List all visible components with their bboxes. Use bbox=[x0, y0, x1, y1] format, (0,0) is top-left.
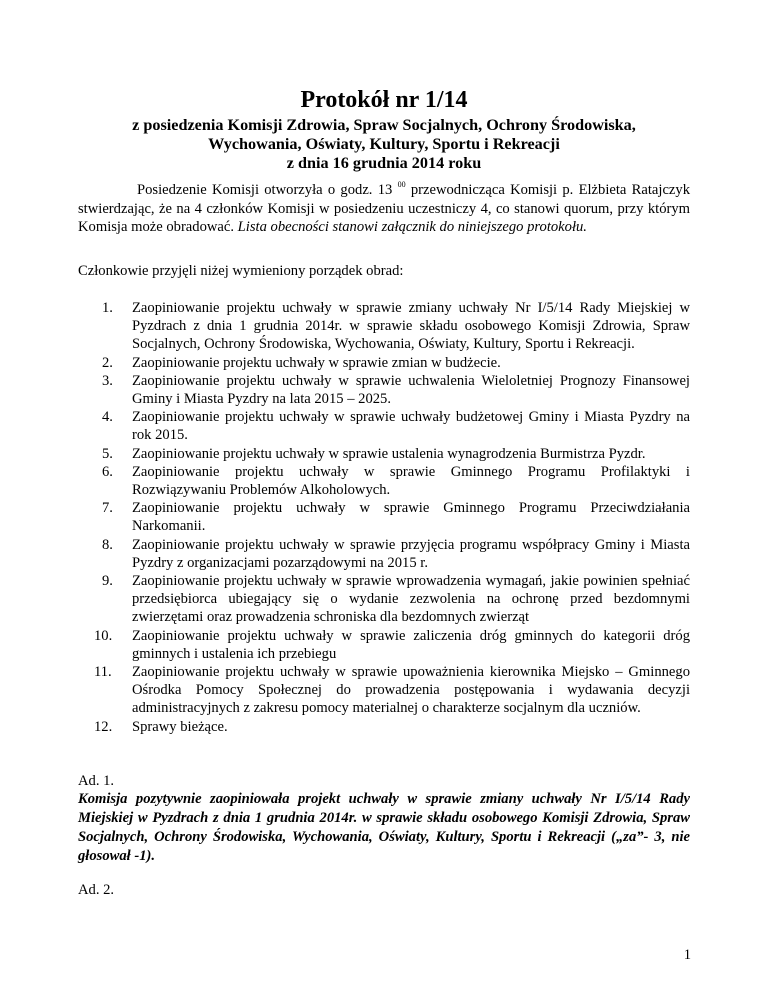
agenda-item-text: Zaopiniowanie projektu uchwały w sprawie uchwalenia Wieloletniej Prognozy Finansowej Gminy i Miasta Pyzdry na lata 2015 – 2025. bbox=[132, 372, 690, 408]
agenda-item-text: Zaopiniowanie projektu uchwały w sprawie Gminnego Programu Profilaktyki i Rozwiązywaniu Problemów Alkoholowych. bbox=[132, 463, 690, 499]
agenda-item bbox=[78, 372, 690, 408]
agenda-intro: Członkowie przyjęli niżej wymieniony porządek obrad: bbox=[78, 263, 404, 279]
intro-text-continued: przewodnicząca Komisji p. Elżbieta Ratajczyk stwierdzając, że na 4 członków Komisji w posiedzeniu uczestniczy 4, co stanowi quorum, przy którym Komisja może obradować. bbox=[78, 182, 691, 235]
ad1-decision: Komisja pozytywnie zaopiniowała projekt uchwały w sprawie zmiany uchwały Nr I/5/14 Rady Miejskiej w Pyzdrach z dnia 1 grudnia 2014r. w sprawie składu osobowego Komisji Zdrowia, Spraw Socjalnych, Ochrony Środowiska, Wychowania, Oświaty, Kultury, Sportu i Rekreacji („za”- 3, nie głosował -1). bbox=[78, 791, 690, 864]
agenda-item-number: 3. bbox=[102, 372, 113, 389]
intro-paragraph bbox=[78, 181, 690, 237]
agenda-item bbox=[78, 536, 690, 572]
agenda-item-number: 4. bbox=[102, 409, 113, 426]
agenda-item-text: Zaopiniowanie projektu uchwały w sprawie zaliczenia dróg gminnych do kategorii dróg gminnych i ustalenia ich przebiegu bbox=[132, 627, 690, 662]
attendance-note: Lista obecności stanowi załącznik do niniejszego protokołu. bbox=[237, 219, 587, 235]
agenda-item bbox=[78, 572, 690, 627]
agenda-item bbox=[78, 445, 690, 463]
subtitle-line-2: Wychowania, Oświaty, Kultury, Sportu i Rekreacji bbox=[208, 135, 560, 153]
agenda-item-number: 10. bbox=[94, 627, 113, 644]
agenda-item-number: 12. bbox=[94, 718, 113, 735]
agenda-item-number: 2. bbox=[102, 354, 113, 371]
subtitle-line-1: z posiedzenia Komisji Zdrowia, Spraw Socjalnych, Ochrony Środowiska, bbox=[132, 116, 636, 134]
agenda-item bbox=[78, 408, 690, 444]
document-title: Protokół nr 1/14 bbox=[300, 87, 468, 113]
agenda-item-text: Zaopiniowanie projektu uchwały w sprawie ustalenia wynagrodzenia Burmistrza Pyzdr. bbox=[132, 445, 646, 462]
agenda-item-text: Sprawy bieżące. bbox=[132, 718, 228, 735]
agenda-item-number: 5. bbox=[102, 445, 113, 462]
agenda-item-number: 11. bbox=[94, 664, 112, 681]
agenda-item-text: Zaopiniowanie projektu uchwały w sprawie zmian w budżecie. bbox=[132, 354, 501, 371]
agenda-item bbox=[78, 463, 690, 499]
time-superscript: 00 bbox=[397, 180, 406, 189]
document-subtitle bbox=[60, 116, 708, 173]
agenda-item-text: Zaopiniowanie projektu uchwały w sprawie Gminnego Programu Przeciwdziałania Narkomanii. bbox=[132, 500, 690, 535]
ad1-heading: Ad. 1. bbox=[78, 773, 115, 789]
agenda-item bbox=[78, 499, 690, 535]
agenda-item-number: 7. bbox=[102, 500, 113, 517]
agenda-item-text: Zaopiniowanie projektu uchwały w sprawie przyjęcia programu współpracy Gminy i Miasta Pyzdry z organizacjami pozarządowymi na 2015 r. bbox=[132, 536, 690, 571]
ad2-heading: Ad. 2. bbox=[78, 882, 115, 898]
agenda-item-number: 8. bbox=[102, 536, 113, 553]
agenda-item-number: 9. bbox=[102, 573, 113, 590]
intro-text: Posiedzenie Komisji otworzyła o godz. 13 bbox=[137, 182, 398, 198]
agenda-item-number: 6. bbox=[102, 463, 113, 480]
agenda-item-text: Zaopiniowanie projektu uchwały w sprawie zmiany uchwały Nr I/5/14 Rady Miejskiej w Pyzdrach z dnia 1 grudnia 2014r. w sprawie składu osobowego Komisji Zdrowia, Spraw Socjalnych, Ochrony Środowiska, Wychowania, Oświaty, Kultury, Sportu i Rekreacji. bbox=[132, 300, 690, 353]
agenda-list bbox=[78, 299, 690, 736]
agenda-item bbox=[78, 627, 690, 663]
agenda-item-text: Zaopiniowanie projektu uchwały w sprawie uchwały budżetowej Gminy i Miasta Pyzdry na rok 2015. bbox=[132, 409, 690, 444]
agenda-item bbox=[78, 718, 690, 736]
agenda-item-text: Zaopiniowanie projektu uchwały w sprawie upoważnienia kierownika Miejsko – Gminnego Ośrodka Pomocy Społecznej do prowadzenia postępowania i wydawania decyzji administracyjnych z zakresu pomocy materialnej o charakterze socjalnym dla uczniów. bbox=[132, 664, 690, 717]
agenda-item bbox=[78, 299, 690, 354]
page-number: 1 bbox=[683, 947, 691, 963]
agenda-item-text: Zaopiniowanie projektu uchwały w sprawie wprowadzenia wymagań, jakie powinien spełniać przedsiębiorca ubiegający się o wydanie zezwolenia na ochronę przed bezdomnymi zwierzętami oraz prowadzenia schroniska dla bezdomnych zwierząt bbox=[132, 573, 690, 626]
agenda-item bbox=[78, 354, 690, 372]
agenda-item-number: 1. bbox=[102, 300, 113, 316]
subtitle-line-3: z dnia 16 grudnia 2014 roku bbox=[286, 154, 482, 172]
agenda-item bbox=[78, 663, 690, 718]
